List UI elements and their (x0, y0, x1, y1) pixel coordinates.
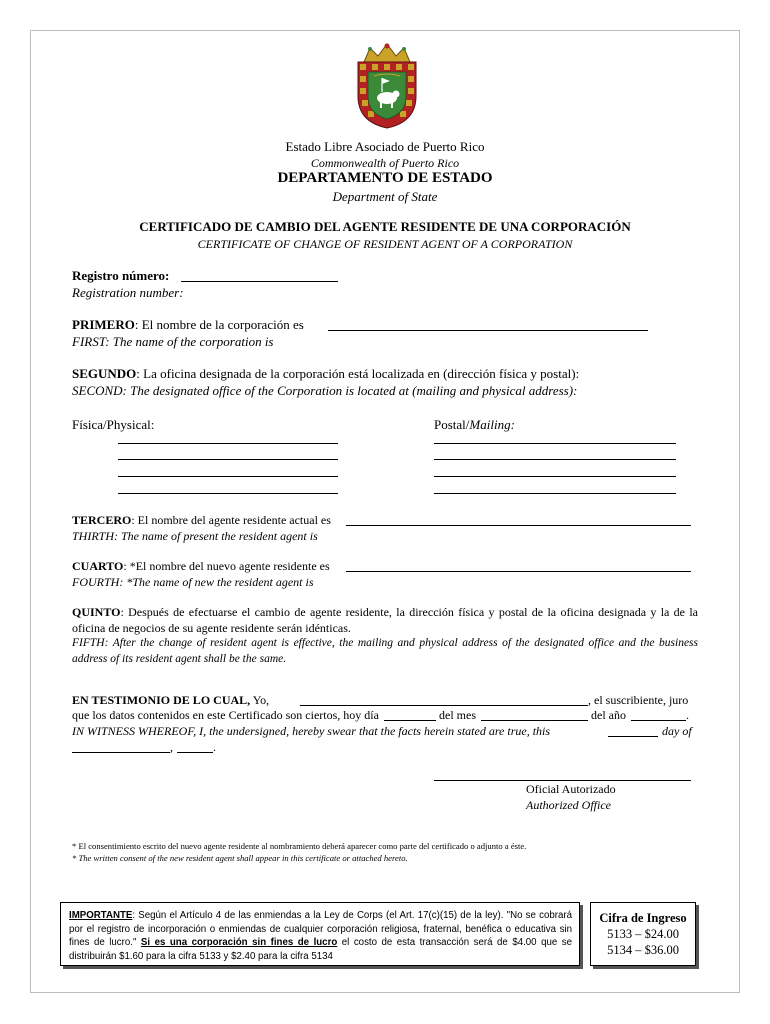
important-notice-box (60, 902, 580, 966)
registro-label: Registro número: (72, 268, 170, 283)
footnote-es: * El consentimiento escrito del nuevo agente residente al nombramiento deberá aparecer como parte del certificado o adjunto a éste. (72, 841, 527, 851)
present-agent-field[interactable] (346, 525, 691, 526)
tercero-en: THIRTH: The name of present the resident agent is (72, 529, 318, 543)
primero-en: FIRST: The name of the corporation is (72, 334, 274, 349)
fees-box (590, 902, 696, 966)
certificate-title: CERTIFICADO DE CAMBIO DEL AGENTE RESIDENTE DE UNA CORPORACIÓN (139, 219, 631, 234)
fees-title: Cifra de Ingreso (599, 911, 687, 925)
year-field[interactable] (631, 720, 686, 721)
corporation-name-field[interactable] (328, 330, 648, 331)
testimonio-en: IN WITNESS WHEREOF, I, the undersigned, hereby swear that the facts herein stated are true, this (72, 724, 551, 738)
postal-label-text: Postal/ (434, 417, 470, 432)
primero-line (72, 317, 304, 333)
department-title-en: Department of State (332, 189, 438, 204)
quinto-paragraph (72, 604, 698, 636)
signer-name-field[interactable] (300, 705, 588, 706)
certificate-title-en: CERTIFICATE OF CHANGE OF RESIDENT AGENT OF A CORPORATION (197, 237, 573, 251)
year-en-field[interactable] (177, 752, 213, 753)
testimonio-en-day: day of (662, 724, 692, 738)
segundo-en: SECOND: The designated office of the Corporation is located at (mailing and physical address): (72, 383, 578, 398)
quinto-text: : Después de efectuarse el cambio de agente residente, la dirección física y postal de la oficina designada y la de la oficina de negocios de su agente residente serán idénticas. (72, 605, 698, 635)
month-field[interactable] (481, 720, 588, 721)
tercero-text: : El nombre del agente residente actual es (131, 513, 331, 527)
physical-address-line-3[interactable] (118, 476, 338, 477)
notice-text-1: : Según el Artículo 4 de las enmiendas a la Ley de Corps (el Art. 17(c)(15) de la ley). "No se cobrará por el registro de incorporación o enmiendas de cualquier corporación religiosa, fraternal, benéfica o educativa sin fines de lucro." (69, 910, 572, 948)
physical-label: Física/Physical: (72, 417, 155, 432)
segundo-line (72, 366, 579, 382)
signature-line[interactable] (434, 780, 691, 781)
del-mes-label: del mes (439, 708, 476, 722)
postal-address-line-3[interactable] (434, 476, 676, 477)
tercero-line (72, 513, 331, 528)
quinto-en: FIFTH: After the change of resident agent is effective, the mailing and physical address of the designated office and the business address of its resident agent shall be the same. (72, 637, 698, 665)
testimonio-head-line (72, 693, 269, 708)
day-en-field[interactable] (608, 736, 658, 737)
primero-head: PRIMERO (72, 317, 135, 332)
coat-of-arms-seal (342, 40, 432, 130)
cuarto-en: FOURTH: *The name of new the resident agent is (72, 575, 314, 589)
primero-text: : El nombre de la corporación es (134, 317, 304, 332)
important-label: IMPORTANTE (69, 910, 133, 921)
tercero-head: TERCERO (72, 513, 132, 527)
notice-nonprofit: Si es una corporación sin fines de lucro (140, 937, 338, 948)
cuarto-text: : *El nombre del nuevo agente residente es (123, 559, 330, 573)
registro-label-en: Registration number: (72, 285, 184, 300)
registro-number-field[interactable] (181, 281, 338, 282)
segundo-head: SEGUNDO (72, 366, 137, 381)
testimonio-line2: que los datos contenidos en este Certificado son ciertos, hoy día (72, 708, 379, 722)
month-en-field[interactable] (72, 752, 170, 753)
testimonio-period: . (686, 708, 689, 722)
notice-text-2: el costo de esta transacción será de $4.00 que se distribuirán $1.60 para la cifra 5133 y $2.40 para la cifra 5134 (69, 937, 572, 962)
header-line2: Commonwealth of Puerto Rico (310, 156, 460, 170)
segundo-text: : La oficina designada de la corporación está localizada en (dirección física y postal): (136, 366, 580, 381)
mailing-label-text: Mailing: (469, 417, 515, 432)
postal-label (434, 417, 515, 433)
postal-address-line-2[interactable] (434, 459, 676, 460)
physical-address-line-2[interactable] (118, 459, 338, 460)
signature-label-en: Authorized Office (526, 798, 611, 812)
postal-address-line-1[interactable] (434, 443, 676, 444)
important-notice-text (69, 909, 572, 963)
signature-label: Oficial Autorizado (526, 782, 616, 796)
del-ano-label: del año (591, 708, 626, 722)
new-agent-field[interactable] (346, 571, 691, 572)
fee-row-5133: 5133 – $24.00 (607, 927, 679, 941)
quinto-head: QUINTO (72, 605, 121, 619)
department-title: DEPARTAMENTO DE ESTADO (277, 170, 493, 186)
day-field[interactable] (384, 720, 436, 721)
physical-address-line-4[interactable] (118, 493, 338, 494)
cuarto-line (72, 559, 330, 574)
header-line1: Estado Libre Asociado de Puerto Rico (285, 139, 485, 154)
testimonio-yo: Yo, (252, 693, 270, 707)
testimonio-suscribiente: , el suscribiente, juro (588, 693, 689, 707)
physical-address-line-1[interactable] (118, 443, 338, 444)
testimonio-head: EN TESTIMONIO DE LO CUAL, (72, 693, 251, 707)
cuarto-head: CUARTO (72, 559, 124, 573)
fee-row-5134: 5134 – $36.00 (607, 943, 679, 957)
footnote-en: * The written consent of the new resident agent shall appear in this certificate or attached hereto. (72, 853, 408, 863)
postal-address-line-4[interactable] (434, 493, 676, 494)
